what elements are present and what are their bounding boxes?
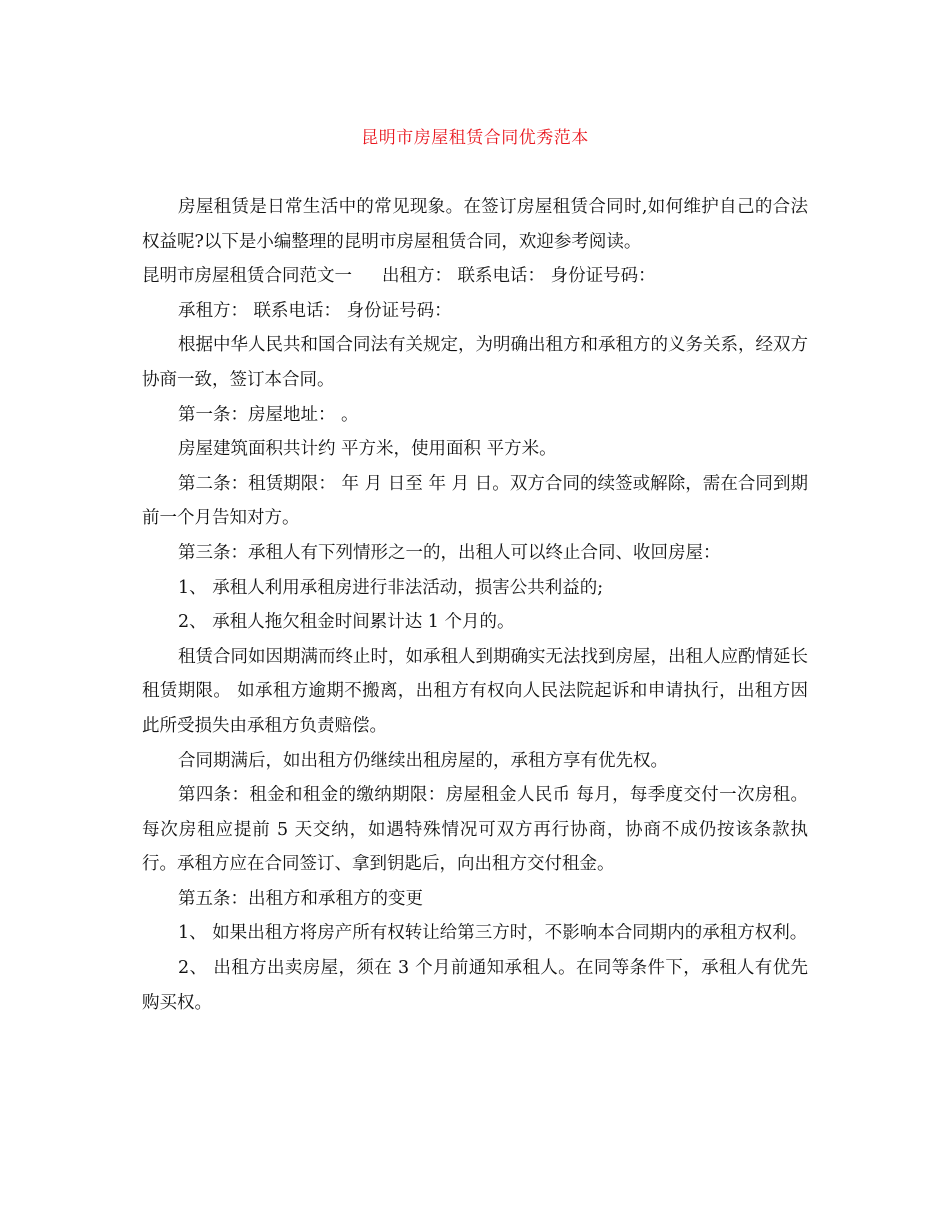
paragraph-article-3-item-2: 2、 承租人拖欠租金时间累计达 1 个月的。 (178, 612, 515, 633)
paragraph-article-3: 第三条：承租人有下列情形之一的，出租人可以终止合同、收回房屋： (178, 542, 721, 563)
paragraph-area: 房屋建筑面积共计约 平方米，使用面积 平方米。 (178, 439, 557, 460)
paragraph-article-3-item-1: 1、 承租人利用承租房进行非法活动，损害公共利益的; (178, 577, 604, 598)
paragraph-priority: 合同期满后，如出租方仍继续出租房屋的，承租方享有优先权。 (178, 750, 668, 771)
paragraph-heading-line (142, 259, 808, 294)
paragraph-article-5: 第五条：出租方和承租方的变更 (178, 888, 423, 909)
paragraph-article-5-item-2: 2、 出租方出卖房屋，须在 3 个月前通知承租人。在同等条件下，承租人有优先购买权。 (142, 958, 808, 1013)
paragraph-article-2: 第二条：租赁期限： 年 月 日至 年 月 日。双方合同的续签或解除，需在合同到期前一个月告知对方。 (142, 473, 808, 529)
paragraph-legal-basis: 根据中华人民共和国合同法有关规定，为明确出租方和承租方的义务关系，经双方协商一致，签订本合同。 (142, 335, 808, 390)
paragraph-lessee-info: 承租方： 联系电话： 身份证号码： (178, 300, 452, 321)
paragraph-article-4: 第四条：租金和租金的缴纳期限：房屋租金人民币 每月，每季度交付一次房租。每次房租应提前 5 天交纳，如遇特殊情况可双方再行协商，协商不成仍按该条款执行。承租方应在合同签订、拿到钥匙后，向出租方交付租金。 (142, 785, 808, 875)
document-title: 昆明市房屋租赁合同优秀范本 (361, 128, 589, 148)
paragraph-article-1: 第一条：房屋地址： 。 (178, 404, 359, 425)
paragraph-intro: 房屋租赁是日常生活中的常见现象。在签订房屋租赁合同时,如何维护自己的合法权益呢?以下是小编整理的昆明市房屋租赁合同，欢迎参考阅读。 (142, 197, 808, 252)
document-body (142, 190, 808, 1020)
lessor-info: 出租方： 联系电话： 身份证号码： (382, 266, 656, 287)
paragraph-expiry: 租赁合同如因期满而终止时，如承租人到期确实无法找到房屋，出租人应酌情延长租赁期限。 如承租方逾期不搬离，出租方有权向人民法院起诉和申请执行，出租方因此所受损失由承租方负责赔偿。 (142, 646, 808, 736)
paragraph-article-5-item-1: 1、 如果出租方将房产所有权转让给第三方时，不影响本合同期内的承租方权利。 (178, 923, 808, 944)
sample-heading: 昆明市房屋租赁合同范文一 (142, 266, 352, 287)
